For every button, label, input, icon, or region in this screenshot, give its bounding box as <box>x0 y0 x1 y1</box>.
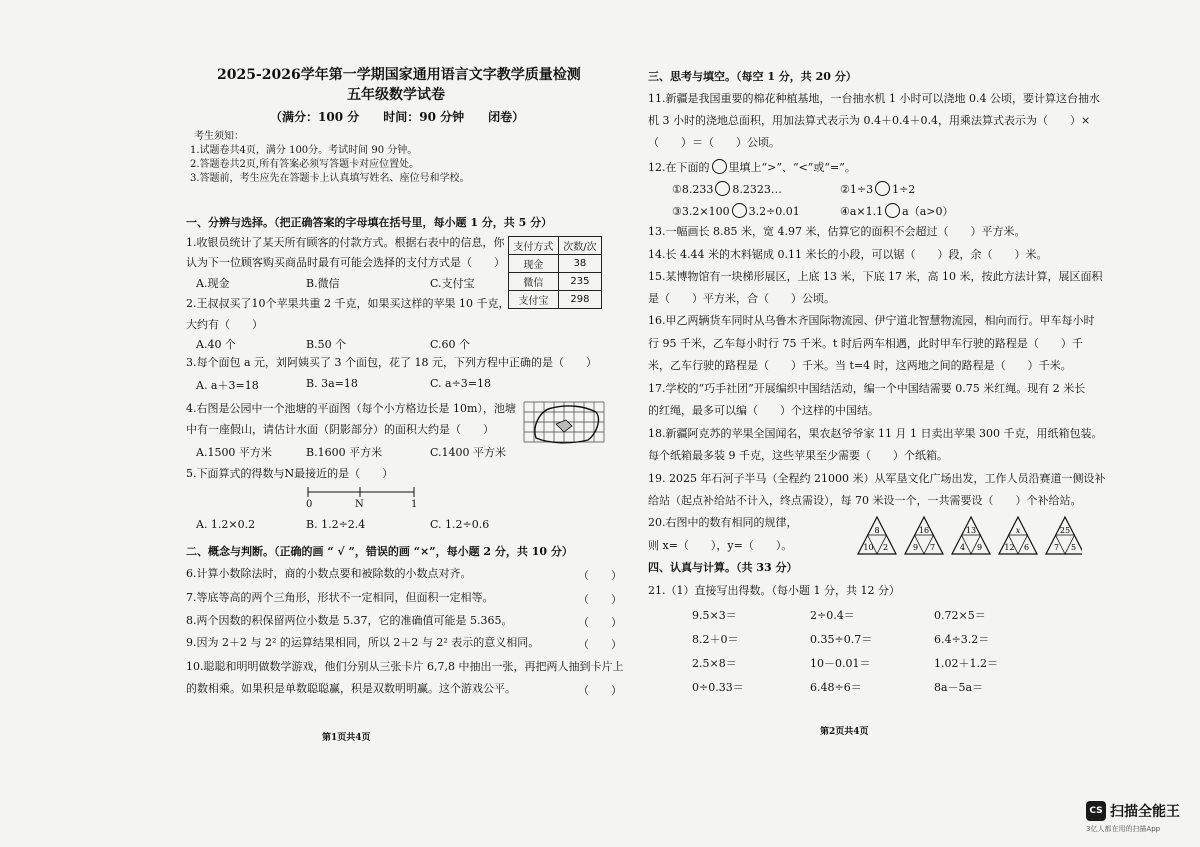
number-triangle <box>999 517 1037 554</box>
compare-circle-icon[interactable] <box>715 181 730 196</box>
option-c: C.60 个 <box>430 338 471 351</box>
q13-text: 13.一幅画长 8.85 米，宽 4.97 米，估算它的面积不会超过（ ）平方米。 <box>648 225 1026 238</box>
option-a: A.现金 <box>196 277 230 290</box>
q12-right: a（a>0） <box>902 205 954 218</box>
exam-subtitle: 五年级数学试卷 <box>347 87 445 103</box>
table-cell: 支付宝 <box>509 291 559 309</box>
answer-paren: （ ） <box>578 569 622 582</box>
number-line-label: N <box>355 499 364 510</box>
answer-paren: （ ） <box>578 593 622 606</box>
q2-text: 大约有（ ） <box>186 318 263 331</box>
table-cell: 38 <box>558 255 601 273</box>
payment-table <box>508 236 602 309</box>
q11-text: 机 3 小时的浇地总面积，用加法算式表示为 0.4＋0.4＋0.4，用乘法算式表示为（ ）× <box>648 114 1091 127</box>
triangle-right-number: 2 <box>882 543 889 552</box>
triangle-outline <box>1046 517 1082 554</box>
q12-left: ④a×1.1 <box>840 205 884 218</box>
q15-text: 15.某博物馆有一块梯形展区，上底 13 米，下底 17 米，高 10 米，按此方法计算，展区面积 <box>648 270 1103 283</box>
q12-text <box>648 159 856 175</box>
table-cell: 235 <box>558 273 601 291</box>
q4-text: 4.右图是公园中一个池塘的平面图（每个小方格边长是 10m），池塘 <box>186 402 516 415</box>
q12-right: 3.2÷0.01 <box>748 205 800 218</box>
calc-item: 0.72×5＝ <box>934 609 986 622</box>
calc-item: 2÷0.4＝ <box>810 609 855 622</box>
q17-text: 的红绳，最多可以编（ ）个这样的中国结。 <box>648 404 879 417</box>
exam-page-2 <box>620 0 1200 847</box>
exam-meta: （满分：100 分 时间：90 分钟 闭卷） <box>270 110 525 124</box>
q10-text: 10.聪聪和明明做数学游戏，他们分别从三张卡片 6,7,8 中抽出一张，再把两人抽到卡片上 <box>186 660 624 673</box>
triangle-left-number: 4 <box>959 543 966 552</box>
table-header: 支付方式 <box>509 237 559 255</box>
page-footer: 第1页共4页 <box>322 733 371 743</box>
option-b: B.1600 平方米 <box>306 446 383 459</box>
triangle-left-number: 9 <box>912 543 919 552</box>
section-3-heading: 三、思考与填空。（每空 1 分，共 20 分） <box>648 70 857 83</box>
calc-item: 0÷0.33＝ <box>692 681 744 694</box>
option-b: B. 3a=18 <box>306 377 358 390</box>
q21-text: 21.（1）直接写出得数。（每小题 1 分，共 12 分） <box>648 584 900 597</box>
notice-heading: 考生须知： <box>194 131 244 142</box>
calc-item: 8.2＋0＝ <box>692 633 739 646</box>
option-c: C. a÷3=18 <box>430 377 492 390</box>
number-line-label: 1 <box>411 499 418 510</box>
table-row <box>509 255 602 273</box>
q12-left: ②1÷3 <box>840 183 874 196</box>
triangle-right-number: 7 <box>929 543 936 552</box>
triangle-top-number: 8 <box>874 526 880 535</box>
triangle-right-number: 6 <box>1023 543 1030 552</box>
calc-item: 0.35÷0.7＝ <box>810 633 873 646</box>
q6-text: 6.计算小数除法时，商的小数点要和被除数的小数点对齐。 <box>186 567 472 580</box>
triangle-sequence <box>856 516 1082 558</box>
notice-item: 3.答题前，考生应先在答题卡上认真填写姓名、座位号和学校。 <box>190 173 470 184</box>
q10-text: 的数相乘。如果积是单数聪聪赢，积是双数明明赢。这个游戏公平。 <box>186 682 516 695</box>
q14-text: 14.长 4.44 米的木料锯成 0.11 米长的小段，可以锯（ ）段，余（ ）米。 <box>648 248 1048 261</box>
option-b: B. 1.2÷2.4 <box>306 518 366 531</box>
number-triangle <box>952 517 990 554</box>
q12-item <box>840 203 953 219</box>
notice-item: 1.试题卷共4页，满分 100分。考试时间 90 分钟。 <box>190 145 418 156</box>
q12-left: ①8.233 <box>672 183 714 196</box>
triangle-top-number: 16 <box>918 526 930 535</box>
triangle-outline <box>952 517 990 554</box>
page-footer: 第2页共4页 <box>820 727 869 737</box>
q18-text: 18.新疆阿克苏的苹果全国闻名，果农赵爷爷家 11 月 1 日卖出苹果 300 千克，用纸箱包装。 <box>648 427 1103 440</box>
option-c: C. 1.2÷0.6 <box>430 518 490 531</box>
q17-text: 17.学校的“巧手社团”开展编织中国结活动，编一个中国结需要 0.75 米红绳。现有 2 米长 <box>648 382 1086 395</box>
table-row <box>509 291 602 309</box>
triangle-right-number: 9 <box>976 543 983 552</box>
calc-item: 2.5×8＝ <box>692 657 737 670</box>
number-triangle <box>858 517 896 554</box>
q12-item <box>840 181 915 197</box>
compare-circle-icon[interactable] <box>885 203 900 218</box>
section-1-heading: 一、分辨与选择。（把正确答案的字母填在括号里，每小题 1 分，共 5 分） <box>186 216 553 229</box>
table-row <box>509 273 602 291</box>
option-b: B.50 个 <box>306 338 347 351</box>
option-a: A. 1.2×0.2 <box>196 518 256 531</box>
q2-text: 2.王叔叔买了10个苹果共重 2 千克，如果买这样的苹果 10 千克， <box>186 297 510 310</box>
notice-item: 2.答题卷共2页,所有答案必须写答题卡对应位置处。 <box>190 159 420 170</box>
watermark-name: 扫描全能王 <box>1110 804 1180 820</box>
number-triangle <box>1046 517 1082 554</box>
q9-text: 9.因为 2＋2 与 2² 的运算结果相同，所以 2＋2 与 2² 表示的意义相同。 <box>186 636 540 649</box>
q20-text: 20.右图中的数有相同的规律， <box>648 516 798 529</box>
section-4-heading: 四、认真与计算。（共 33 分） <box>648 561 798 574</box>
camscanner-logo-icon: CS <box>1086 801 1106 821</box>
q12-left: ③3.2×100 <box>672 205 730 218</box>
q19-text: 给站（起点补给站不计入，终点需设），每 70 米设一个，一共需要设（ ）个补给站。 <box>648 494 1082 507</box>
q12-right: 1÷2 <box>892 183 916 196</box>
option-a: A. a＋3=18 <box>196 379 259 392</box>
triangle-left-number: 10 <box>863 543 874 552</box>
answer-paren: （ ） <box>578 684 622 697</box>
table-cell: 298 <box>558 291 601 309</box>
option-b: B.微信 <box>306 277 340 290</box>
q11-text: 11.新疆是我国重要的棉花种植基地，一台抽水机 1 小时可以浇地 0.4 公顷，要计算这台抽水 <box>648 92 1100 105</box>
q8-text: 8.两个因数的积保留两位小数是 5.37，它的准确值可能是 5.365。 <box>186 614 513 627</box>
calc-item: 6.48÷6＝ <box>810 681 862 694</box>
q12-right: 8.2323… <box>732 183 782 196</box>
number-line-label: 0 <box>306 499 313 510</box>
q16-text: 行 95 千米，乙车每小时行 75 千米。t 时后两车相遇，此时甲车行驶的路程是（ ）千 <box>648 337 1083 350</box>
q4-text: 中有一座假山，请估计水面（阴影部分）的面积大约是（ ） <box>186 423 494 436</box>
q19-text: 19. 2025 年石河子半马（全程约 21000 米）从军垦文化广场出发，工作人员沿赛道一侧设补 <box>648 472 1106 485</box>
watermark-sub: 3亿人都在用的扫描App <box>1086 825 1161 833</box>
option-c: C.支付宝 <box>430 277 475 290</box>
q11-text: （ ）＝（ ）公顷。 <box>648 136 780 149</box>
section-2-heading: 二、概念与判断。（正确的画 “ √ ”，错误的画 “×”，每小题 2 分，共 10 分） <box>186 545 573 558</box>
q12-pre: 12.在下面的 <box>648 161 710 174</box>
triangle-top-number: 25 <box>1059 526 1071 535</box>
calc-item: 6.4÷3.2＝ <box>934 633 990 646</box>
triangle-right-number: 5 <box>1070 543 1077 552</box>
q18-text: 每个纸箱最多装 9 千克，这些苹果至少需要（ ）个纸箱。 <box>648 449 948 462</box>
table-header: 次数/次 <box>558 237 601 255</box>
calc-item: 10－0.01＝ <box>810 657 871 670</box>
q16-text: 米，乙车行驶的路程是（ ）千米。当 t=4 时，这两地之间的路程是（ ）千米。 <box>648 359 1072 372</box>
triangle-outline <box>905 517 943 554</box>
q12-item <box>672 203 800 219</box>
q15-text: 是（ ）平方米，合（ ）公顷。 <box>648 292 835 305</box>
compare-circle-icon[interactable] <box>732 203 747 218</box>
number-triangle <box>905 517 943 554</box>
q5-text: 5.下面算式的得数与N最接近的是（ ） <box>186 467 394 480</box>
option-a: A.40 个 <box>196 338 236 351</box>
calc-item: 9.5×3＝ <box>692 609 737 622</box>
triangle-top-number: 13 <box>965 526 977 535</box>
q3-text: 3.每个面包 a 元，刘阿姨买了 3 个面包，花了 18 元，下列方程中正确的是（ ） <box>186 356 598 369</box>
pond-grid-figure <box>522 398 606 450</box>
calc-item: 1.02＋1.2＝ <box>934 657 998 670</box>
option-c: C.1400 平方米 <box>430 446 507 459</box>
compare-circle-icon[interactable] <box>875 181 890 196</box>
q20-text: 则 x=（ ），y=（ ）。 <box>648 539 793 552</box>
q1-text: 1.收银员统计了某天所有顾客的付款方式。根据右表中的信息，你 <box>186 236 505 249</box>
calc-item: 8a－5a＝ <box>934 681 984 694</box>
q1-text: 认为下一位顾客购买商品时最有可能会选择的支付方式是（ ） <box>186 256 505 269</box>
answer-paren: （ ） <box>578 616 622 629</box>
q12-item <box>672 181 782 197</box>
q12-post: 里填上“>”、“<”或“=”。 <box>728 161 856 174</box>
q7-text: 7.等底等高的两个三角形，形状不一定相同，但面积一定相等。 <box>186 591 494 604</box>
triangle-left-number: 12 <box>1004 543 1015 552</box>
compare-circle-icon <box>712 159 727 174</box>
option-a: A.1500 平方米 <box>196 446 272 459</box>
table-cell: 微信 <box>509 273 559 291</box>
exam-title: 2025-2026学年第一学期国家通用语言文字教学质量检测 <box>217 67 581 83</box>
table-cell: 现金 <box>509 255 559 273</box>
triangle-top-number: x <box>1015 526 1021 535</box>
q16-text: 16.甲乙两辆货车同时从乌鲁木齐国际物流园、伊宁道北智慧物流园，相向而行。甲车每小时 <box>648 314 1095 327</box>
triangle-left-number: 7 <box>1053 543 1060 552</box>
answer-paren: （ ） <box>578 638 622 651</box>
